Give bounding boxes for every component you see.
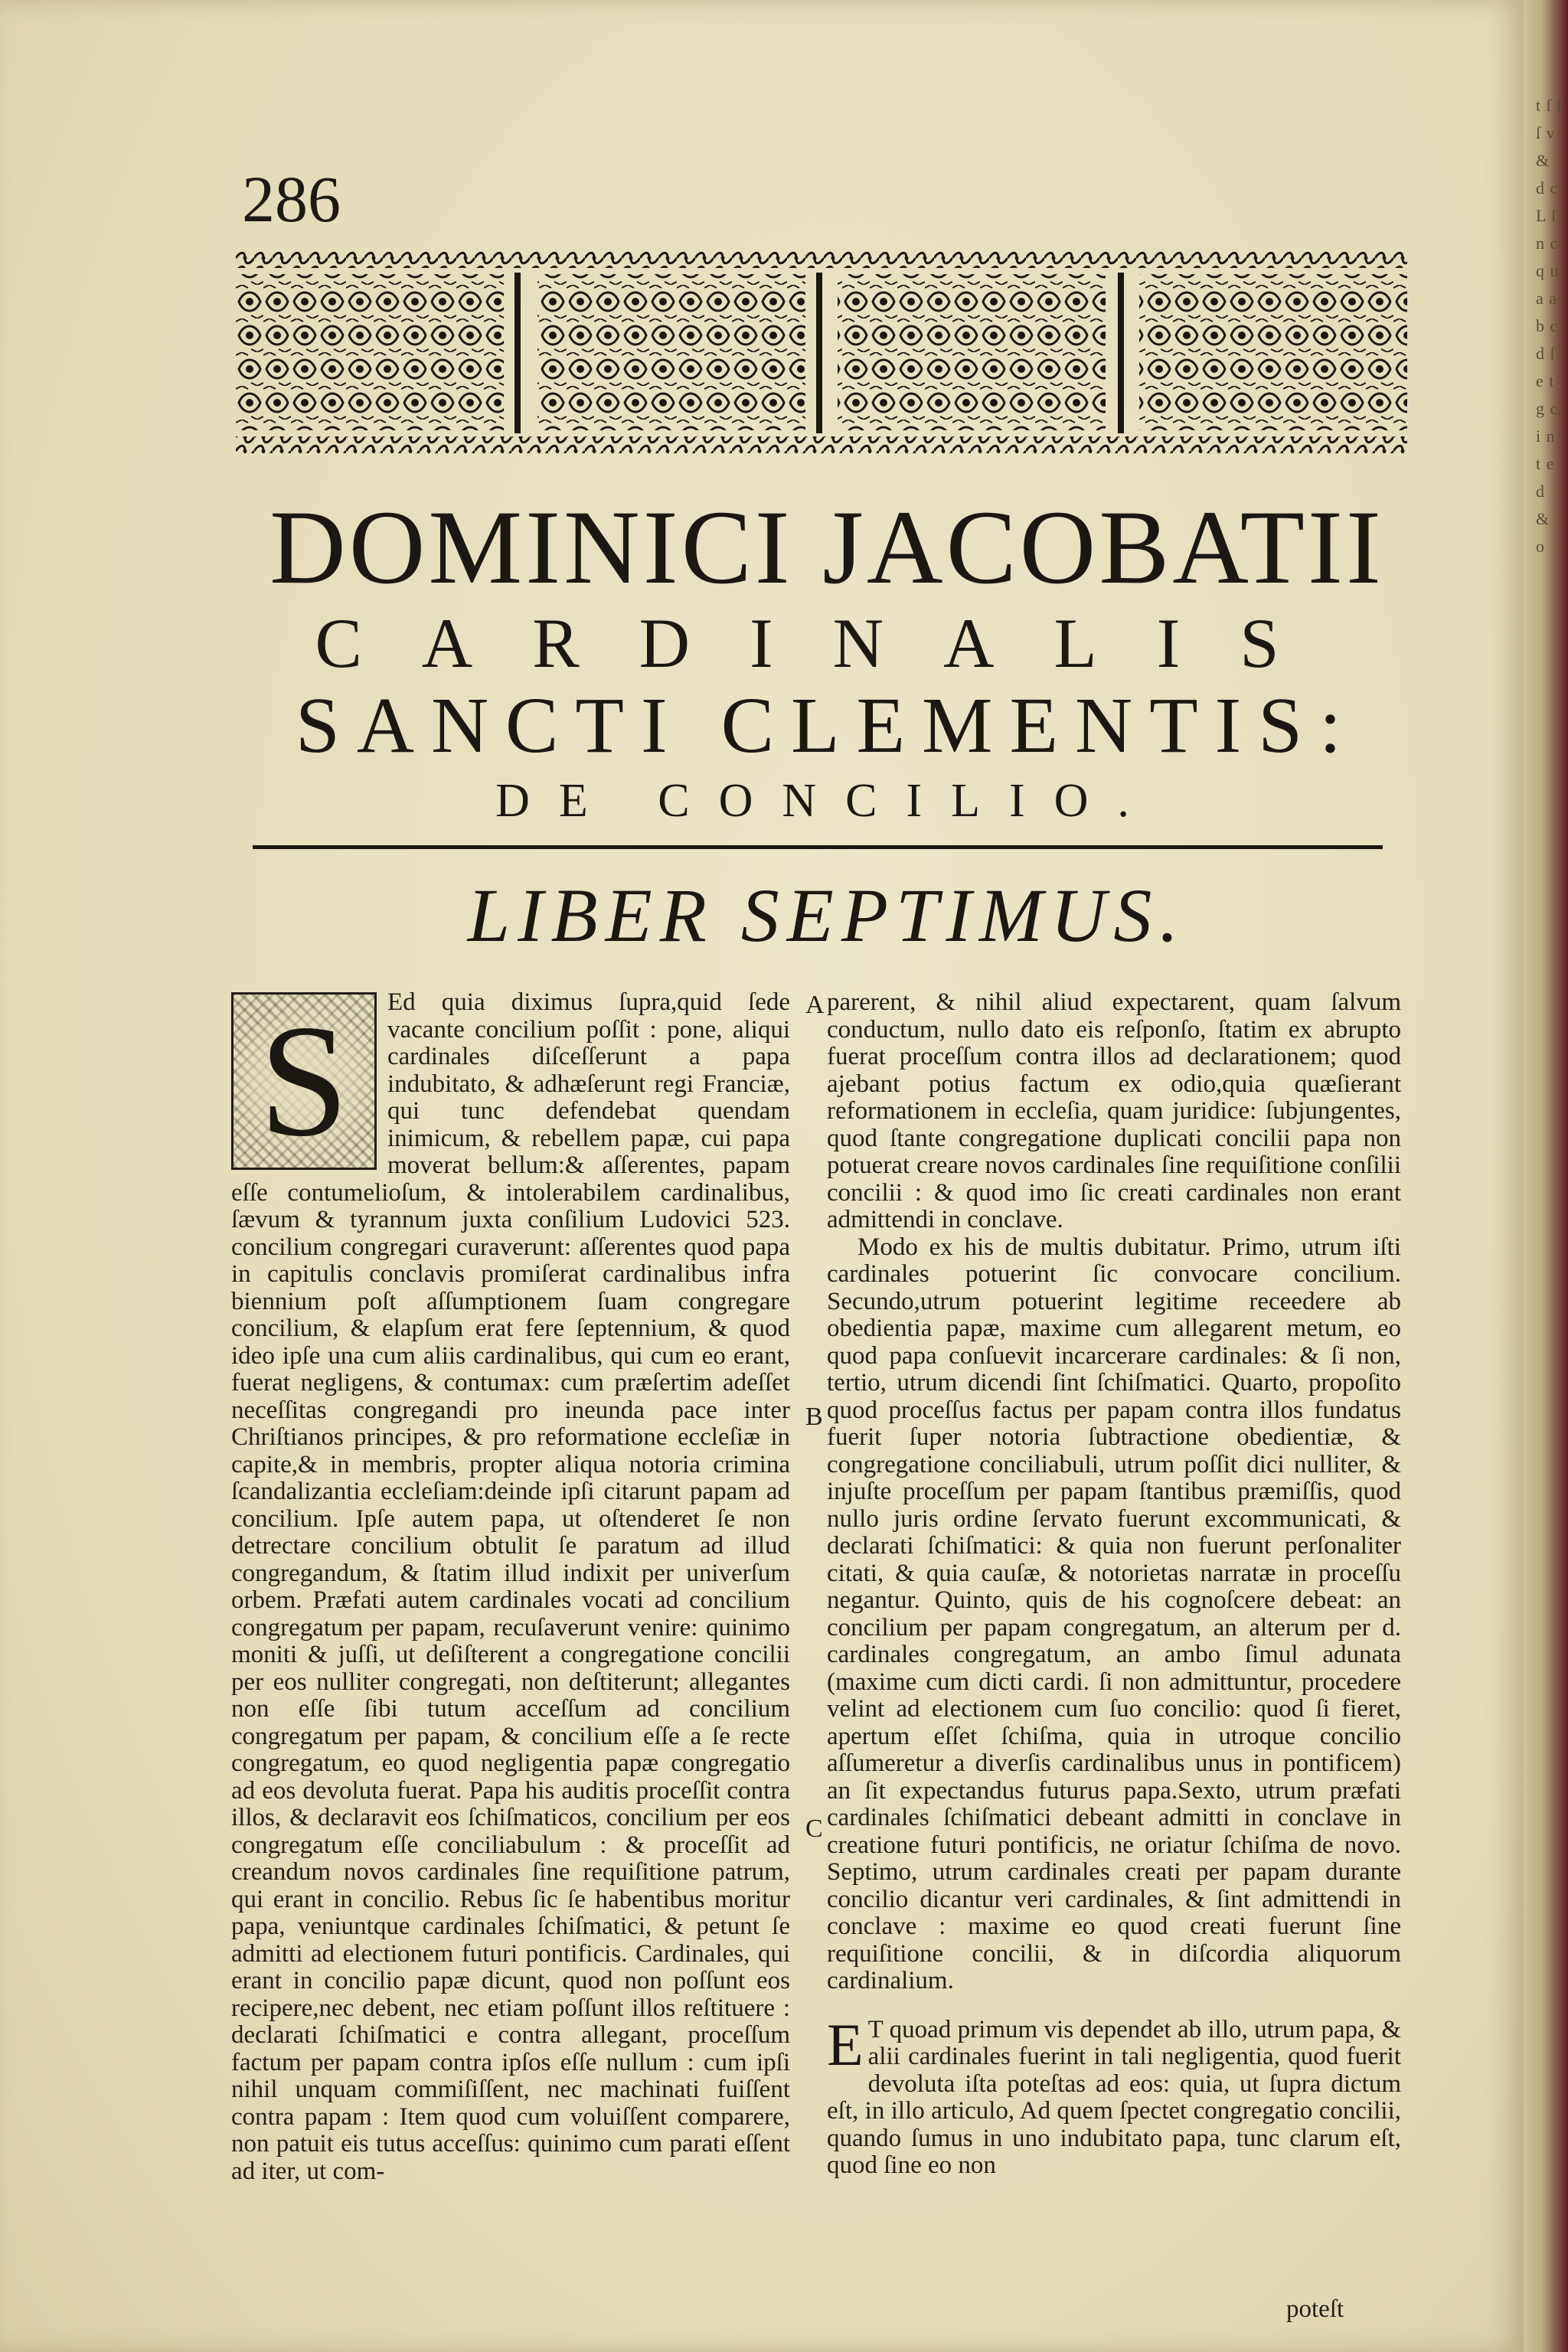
column-marker-a: A — [805, 991, 825, 1019]
book-heading: LIBER SEPTIMUS. — [467, 873, 1187, 958]
right-column-paragraph-2: Modo ex his de multis dubitatur. Primo, utrum iſti cardinales potuerint ſic convocare concilium. Secundo,utrum potuerint legitime receedere ab obedientia papæ, maxime cum allegarent metum, eo quod papa conſuevit incarcerare cardinales: & ſi non, tertio, utrum dicendi ſint ſchiſmatici. Quarto, propoſito quod proceſſus factus per papam contra illos fundatus fuerit ſuper notoria ſubtractione obedientiæ, & congregatione conciliabuli, utrum poſſit dici nulliter, & injuſte proceſſum per papam ſtantibus præmiſſis, quod nullo juris ordine ſervato fuerunt excommunicati, & declarati ſchiſmatici: & quia non fuerunt perſonaliter citati, & quia cauſæ, & notorietas narratæ in proceſſu negantur. Quinto, quis de his cognoſcere debeat: an concilium per papam congregatum, an alterum per d. cardinales congregatum, an ambo ſimul adunata (maxime cum dicti cardi. ſi non admittuntur, procedere velint ad electionem cum ſuo concilio: quod ſi fieret, apertum eſſet ſchiſma, quia in utroque concilio aſſumeretur a diverſis cardinalibus unus in pontificem) an ſit expectandus futurus papa.Sexto, utrum præfati cardinales ſchiſmatici debeant admitti in conclave in creatione futuri pontificis, ne oriatur ſchiſma de novo. Septimo, utrum cardinales creati per papam durante concilio dicantur veri cardinales, & ſint admittendi in conclave : maxime eo quod creati fuerunt ſine requiſitione concilii, & in diſcordia aliquorum cardinalium. — [827, 1233, 1401, 1994]
decorated-initial — [231, 992, 377, 1170]
author-title: DOMINICI JACOBATII — [270, 488, 1384, 606]
left-column-text: Ed quia diximus ſupra,quid ſede vacante concilium poſſit : pone, aliqui cardinales diſceſſerunt a papa indubitato, & adhæſerunt regi Franciæ, qui tunc defendebat quendam inimicum, & rebellem papæ, cui papa moverat bellum:& aſſerentes, papam eſſe contumelioſum, & intolerabilem cardinalibus, ſævum & tyrannum juxta conſilium Ludovici 523. concilium congregari curaverunt: aſſerentes quod papa in capitulis conclavis promiſerat cardinalibus infra biennium poſt aſſumptionem ſuam congregare concilium, & elapſum erat fere ſeptennium, & quod ideo ipſe una cum aliis cardinalibus, qui cum eo erant, fuerat negligens, & contumax: cum præſertim adeſſet neceſſitas congregandi pro ineunda pace inter Chriſtianos principes, & pro reformatione eccleſiæ in capite,& in membris, propter aliqua notoria crimina ſcandalizantia eccleſiam:deinde ipſi citarunt papam ad concilium. Ipſe autem papa, ut oſtenderet ſe non detrectare concilium obtulit ſe paratum ad illud congregandum, & ſtatim illud indixit per univerſum orbem. Præfati autem cardinales vocati ad concilium congregatum per papam, recuſaverunt venire: quinimo moniti & juſſi, ut deſiſterent a congregatione concilii per eos nulliter congregati, non deſtiterunt; allegantes non eſſe ſibi tutum acceſſum ad concilium congregatum per papam, & concilium eſſe a ſe recte congregatum, eo quod negligentia papæ congregatio ad eos devoluta fuerat. Papa his auditis proceſſit contra illos, & declaravit eos ſchiſmaticos, concilium per eos congregatum eſſe conciliabulum : & proceſſit ad creandum novos cardinales ſine requiſitione patrum, qui erant in concilio. Rebus ſic ſe habentibus moritur papa, veniuntque cardinales ſchiſmatici, & petunt ſe admitti ad electionem futuri pontificis. Cardinales, qui erant in concilio papæ dicunt, quod non poſſunt eos recipere,nec debent, nec etiam poſſunt illos reſtituere : declarati ſchiſmatici e contra allegant, proceſſum factum per papam contra ipſos eſſe nullum : cum ipſi nihil unquam commiſiſſent, nec machinati fuiſſent contra papam : Item quod cum voluiſſent comparere, non patuit eis tutus acceſſus: quinimo cum parati eſſent ad iter, ut com- — [231, 988, 790, 2185]
column-marker-c: C — [805, 1815, 823, 1843]
right-column-paragraph-1: parerent, & nihil aliud expectarent, quam ſalvum conductum, nullo dato eis reſponſo, ſtatim ex abrupto fuerat proceſſum contra illos ad declarationem; quod ajebant potius factum ex odio,quia quæſierant reformationem in eccleſia, quam juridice: ſubjungentes, quod ſtante congregatione duplicati concilii papa non potuerat creare novos cardinales ſine requiſitione conſilii concilii : & quod imo ſic creati cardinales non erant admittendi in conclave. — [827, 988, 1401, 1233]
author-titular-church: SANCTI CLEMENTIS: — [296, 681, 1358, 769]
work-title: DE CONCILIO. — [495, 775, 1158, 827]
title-rule — [253, 845, 1383, 849]
decorated-initial-letter: S — [234, 995, 374, 1168]
right-column-paragraph-3-text: T quoad primum vis dependet ab illo, utrum papa, & alii cardinales fuerint in tali negligentia, quod fuerit devoluta iſta poteſtas ad eos: quia, ut ſupra dictum eſt, in illo articulo, Ad quem ſpectet congregatio concilii, quando ſumus in uno indubitato papa, tunc clarum eſt, quod ſine eo non — [827, 2015, 1401, 2179]
paragraph-initial: E — [827, 2011, 864, 2078]
ornamental-headpiece — [236, 251, 1407, 453]
catchword: poteſt — [1286, 2295, 1344, 2323]
facing-page-margin-text: t ſ ſ ſ v & d c L ſ n c q u a a b c d ſ e t g c i n t e d & o — [1536, 96, 1563, 556]
author-rank: CARDINALIS — [315, 604, 1339, 682]
right-column-paragraph-3 — [827, 2011, 1401, 2180]
left-column — [231, 989, 790, 2185]
column-marker-b: B — [805, 1403, 823, 1431]
page-number: 286 — [242, 162, 341, 236]
right-column — [827, 989, 1401, 2180]
